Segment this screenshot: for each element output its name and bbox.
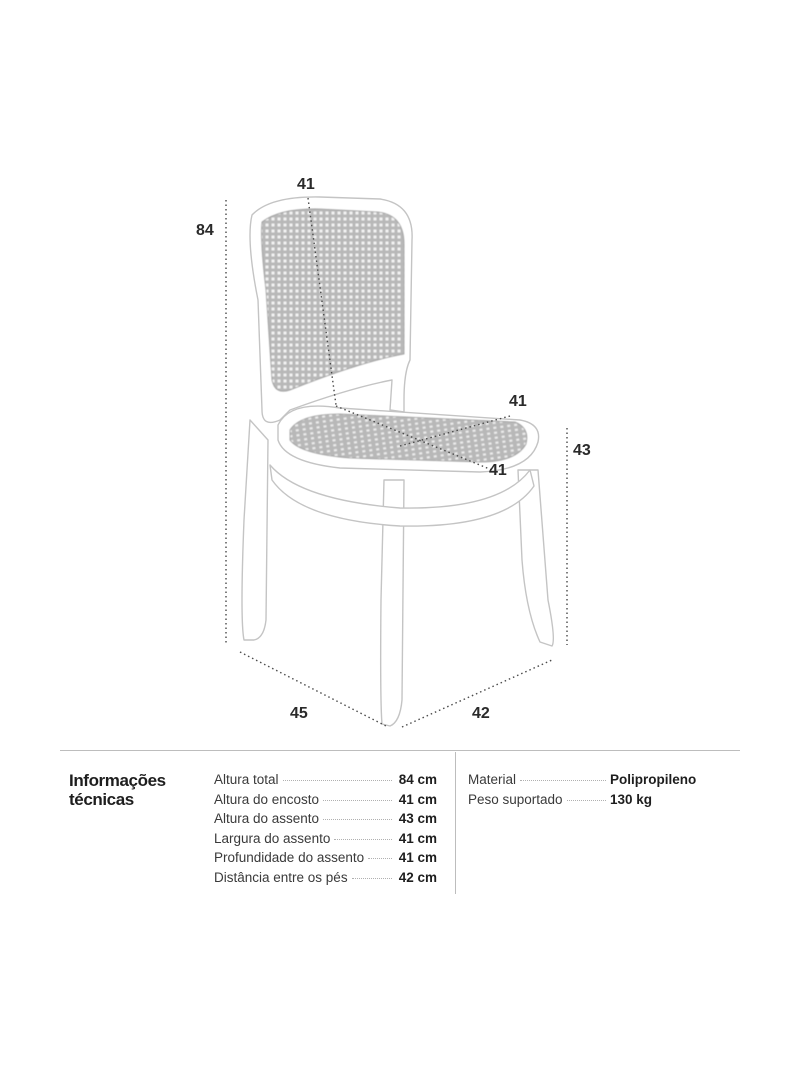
dim-label-seat-height: 43 xyxy=(573,442,591,459)
dim-label-base-depth: 45 xyxy=(290,705,308,722)
spec-value: 41 cm xyxy=(398,791,437,807)
spec-value: 43 cm xyxy=(398,811,437,827)
spec-label: Profundidade do assento xyxy=(214,850,365,866)
spec-label: Distância entre os pés xyxy=(214,869,348,885)
dot-leader xyxy=(567,800,606,801)
spec-label: Material xyxy=(468,772,517,787)
spec-row xyxy=(214,870,437,890)
dot-leader xyxy=(334,839,392,840)
spec-value: 41 cm xyxy=(398,830,437,846)
spec-label: Altura do assento xyxy=(214,811,320,827)
spec-value: 130 kg xyxy=(610,791,653,807)
dot-leader xyxy=(520,780,606,781)
spec-value: Polipropileno xyxy=(610,772,697,787)
spec-value: 41 cm xyxy=(398,850,437,866)
specs-title: Informações técnicas xyxy=(69,771,166,809)
spec-label: Altura do encosto xyxy=(214,791,320,807)
dot-leader xyxy=(323,800,392,801)
base-depth-line xyxy=(240,652,388,727)
specs-list-dimensions xyxy=(214,772,437,890)
spec-label: Peso suportado xyxy=(468,791,563,807)
spec-row xyxy=(214,831,437,851)
dot-leader xyxy=(323,819,392,820)
spec-row xyxy=(214,850,437,870)
specs-list-material xyxy=(468,772,700,811)
dim-label-base-width: 42 xyxy=(472,705,490,722)
spec-row xyxy=(214,772,437,792)
spec-label: Largura do assento xyxy=(214,830,331,846)
spec-row xyxy=(214,792,437,812)
dim-label-height-total: 84 xyxy=(196,222,214,239)
spec-row xyxy=(468,772,700,792)
chair-back-leg-left xyxy=(242,420,268,640)
dim-label-seat-depth: 41 xyxy=(509,393,527,410)
spec-value: 42 cm xyxy=(398,869,437,885)
dot-leader xyxy=(368,858,392,859)
spec-label: Altura total xyxy=(214,772,279,787)
dim-label-backrest-width: 41 xyxy=(297,176,315,193)
dim-label-seat-width: 41 xyxy=(489,462,507,479)
section-divider xyxy=(60,750,740,751)
column-divider xyxy=(455,752,456,894)
spec-row xyxy=(214,811,437,831)
dot-leader xyxy=(352,878,392,879)
dot-leader xyxy=(283,780,392,781)
spec-value: 84 cm xyxy=(398,772,437,787)
spec-row xyxy=(468,792,700,812)
